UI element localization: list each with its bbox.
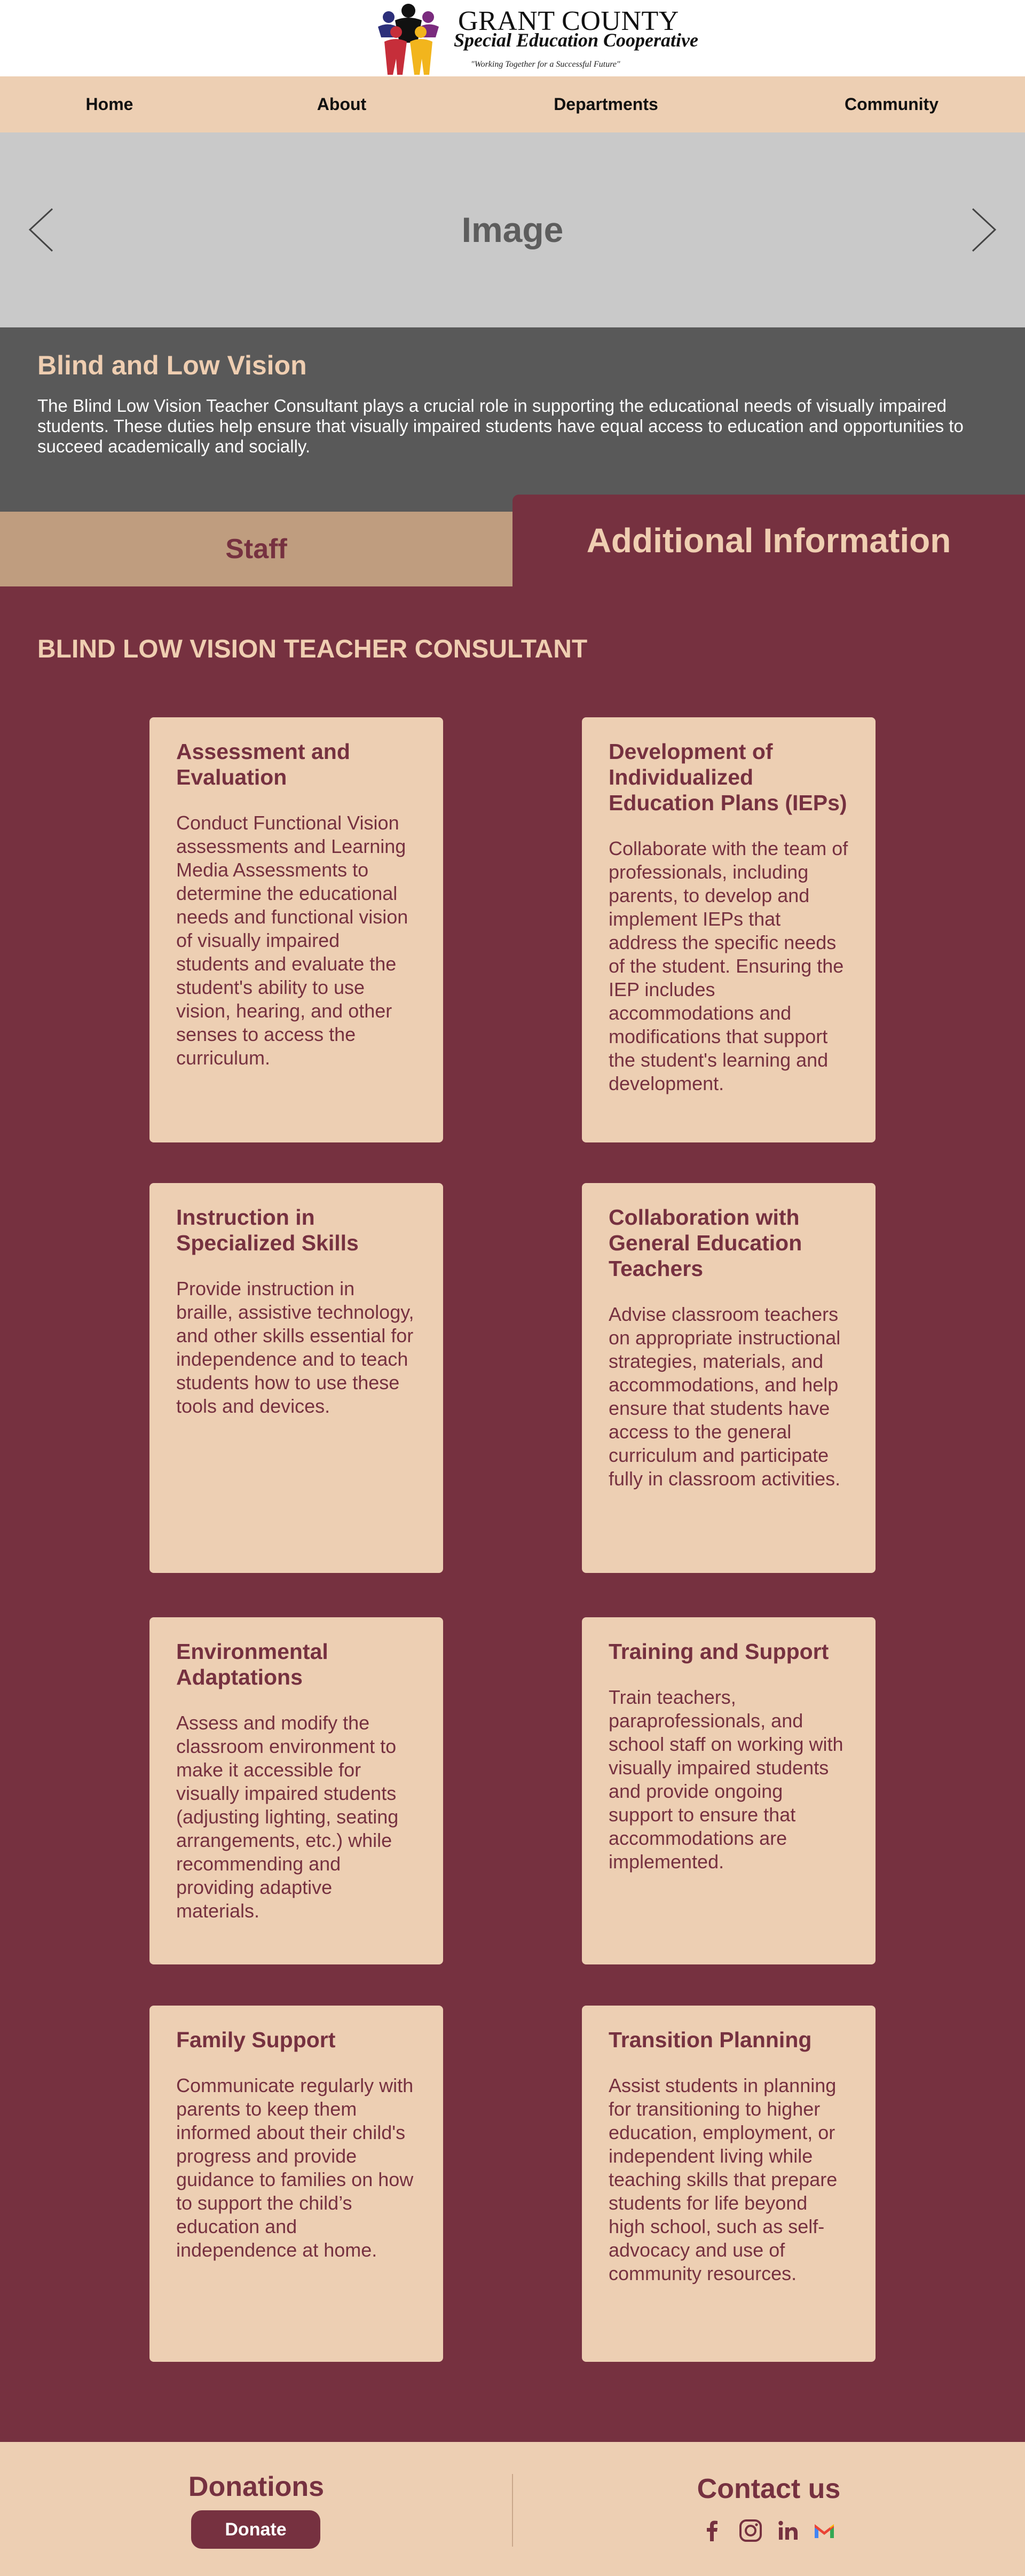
- intro-section: [0, 327, 1025, 512]
- tab-additional-information[interactable]: Additional Information: [512, 495, 1025, 586]
- facebook-icon[interactable]: [698, 2517, 726, 2544]
- donations-title: Donations: [188, 2471, 325, 2502]
- nav-item-home[interactable]: Home: [85, 95, 133, 114]
- logo-subtitle: Special Education Cooperative: [454, 29, 698, 51]
- duty-card-iep: [582, 717, 876, 1142]
- main-nav: [0, 76, 1025, 132]
- logo[interactable]: [368, 0, 698, 76]
- card-title: Training and Support: [609, 1639, 829, 1664]
- card-text: Conduct Functional Vision assessments and Learning Media Assessments to determine the educational needs and functional vision of visually impaired students and evaluate the student's ability to use vision, hearing, and other senses to access the curriculum.: [176, 812, 408, 1069]
- main-content: [0, 586, 1025, 2442]
- card-title: Instruction in Specialized Skills: [176, 1205, 359, 1255]
- linkedin-icon[interactable]: [774, 2517, 802, 2544]
- chevron-left-icon[interactable]: [21, 205, 59, 255]
- card-text: Advise classroom teachers on appropriate instructional strategies, materials, and accommodations, and help ensure that students have access to the general curriculum and participate fully in classroom activities.: [609, 1303, 841, 1490]
- image-slider: [0, 132, 1025, 327]
- duty-card-collaboration: [582, 1183, 876, 1573]
- intro-text: The Blind Low Vision Teacher Consultant plays a crucial role in supporting the educational needs of visually impaired students. These duties help ensure that visually impaired students have equal access to education and opportunities to succeed academically and socially.: [37, 396, 964, 456]
- nav-item-about[interactable]: About: [317, 95, 367, 114]
- logo-tagline: "Working Together for a Successful Future": [471, 60, 620, 69]
- card-title: Assessment and Evaluation: [176, 739, 350, 789]
- logo-figures-icon: [368, 0, 448, 76]
- slider-image-placeholder: Image: [461, 210, 564, 249]
- nav-item-community[interactable]: Community: [845, 95, 939, 114]
- section-title: BLIND LOW VISION TEACHER CONSULTANT: [37, 635, 588, 663]
- card-text: Provide instruction in braille, assistive technology, and other skills essential for independence and to teach students how to use these tools and devices.: [176, 1278, 414, 1417]
- instagram-icon[interactable]: [737, 2517, 764, 2544]
- card-title: Development of Individualized Education Plans (IEPs): [609, 739, 847, 815]
- logo-title: GRANT COUNTY: [458, 6, 679, 36]
- donate-button[interactable]: Donate: [191, 2510, 320, 2549]
- card-text: Assess and modify the classroom environment to make it accessible for visually impaired students (adjusting lighting, seating arrangements, etc.) while recommending and providing adaptive materials.: [176, 1712, 399, 1922]
- gmail-icon[interactable]: [810, 2517, 838, 2544]
- duty-card-family: [149, 2006, 443, 2362]
- chevron-right-icon[interactable]: [966, 205, 1004, 255]
- duty-card-instruction: [149, 1183, 443, 1573]
- card-text: Collaborate with the team of professionals, including parents, to develop and implement IEPs that address the specific needs of the student. Ensuring the IEP includes accommodations and modifications that support the student's learning and development.: [609, 837, 848, 1094]
- card-title: Collaboration with General Education Teachers: [609, 1205, 802, 1281]
- duty-card-assessment: [149, 717, 443, 1142]
- duty-card-environmental: [149, 1617, 443, 1964]
- card-title: Family Support: [176, 2027, 336, 2052]
- site-footer: [0, 2442, 1025, 2576]
- card-text: Train teachers, paraprofessionals, and school staff on working with visually impaired students and provide ongoing support to ensure that accommodations are implemented.: [609, 1686, 843, 1873]
- site-header: [0, 0, 1025, 76]
- intro-title: Blind and Low Vision: [37, 350, 307, 380]
- nav-item-departments[interactable]: Departments: [554, 95, 658, 114]
- card-title: Environmental Adaptations: [176, 1639, 328, 1689]
- card-text: Communicate regularly with parents to keep them informed about their child's progress and provide guidance to families on how to support the child’s education and independence at home.: [176, 2074, 414, 2261]
- duty-card-training: [582, 1617, 876, 1964]
- card-text: Assist students in planning for transitioning to higher education, employment, or independent living while teaching skills that prepare students for life beyond high school, such as self-advocacy and use of community resources.: [609, 2074, 838, 2284]
- contact-title: Contact us: [697, 2473, 841, 2504]
- tab-staff[interactable]: Staff: [0, 512, 512, 586]
- duty-card-transition: [582, 2006, 876, 2362]
- card-title: Transition Planning: [609, 2027, 812, 2052]
